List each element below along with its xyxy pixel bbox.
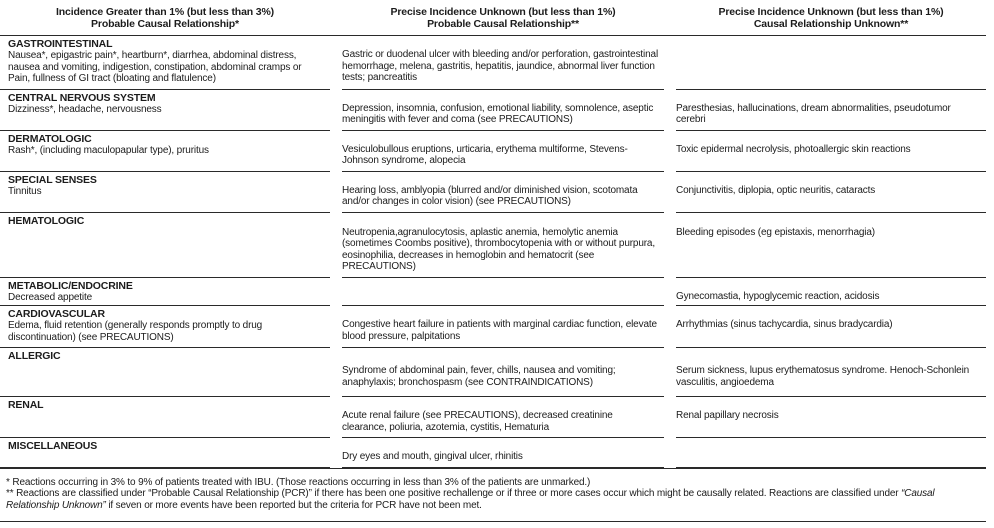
footnote-single-asterisk: * Reactions occurring in 3% to 9% of patients treated with IBU. (Those reactions occurring in less than 3% of the patients are unmarked.)	[6, 476, 591, 488]
cell-col3	[676, 306, 986, 348]
cell-col2	[342, 90, 664, 131]
category-label: GASTROINTESTINAL	[8, 38, 113, 50]
category-label: MISCELLANEOUS	[8, 440, 98, 452]
cell-col2	[342, 438, 664, 468]
category-label: HEMATOLOGIC	[8, 214, 85, 227]
category-label: RENAL	[8, 399, 44, 411]
cell-col3	[676, 172, 986, 213]
cell-col2	[342, 36, 664, 90]
table-row-metabolic-endocrine	[0, 278, 986, 307]
cell-text: Nausea*, epigastric pain*, heartburn*, diarrhea, abdominal distress, nausea and vomiting, indigestion, constipation, abdominal cramps or Pain, fullness of GI tract (bloating and flatulence)	[8, 50, 302, 84]
cell-col2	[342, 131, 664, 172]
cell-col3	[676, 36, 986, 90]
cell-text: Gastric or duodenal ulcer with bleeding and/or perforation, gastrointestinal hemorrhage, melena, gastritis, hepatitis, jaundice, abnormal liver function tests; pancreatitis	[342, 49, 659, 83]
cell-col2	[342, 172, 664, 213]
table-row-gastrointestinal	[0, 36, 986, 90]
cell-text: Dry eyes and mouth, gingival ulcer, rhinitis	[342, 451, 523, 462]
cell-col2	[342, 397, 664, 438]
cell-text	[676, 439, 980, 451]
cell-text	[676, 37, 980, 49]
column-header-line1: Precise Incidence Unknown (but less than 1%)	[390, 6, 616, 18]
cell-col1	[0, 131, 330, 172]
table-row-special-senses	[0, 172, 986, 213]
cell-text: Rash*, (including maculopapular type), pruritus	[8, 144, 209, 156]
column-header-unknown-pcr	[342, 6, 664, 30]
cell-text: Gynecomastia, hypoglycemic reaction, acidosis	[676, 290, 880, 302]
footnote-italic-phrase: “Causal Relationship Unknown”	[6, 488, 935, 512]
cell-col3	[676, 348, 986, 397]
column-header-line2: Causal Relationship Unknown**	[753, 18, 909, 30]
cell-text: Renal papillary necrosis	[676, 410, 779, 421]
column-header-line1: Incidence Greater than 1% (but less than 3%)	[55, 6, 275, 18]
category-label: METABOLIC/ENDOCRINE	[8, 279, 133, 292]
cell-text: Vesiculobullous eruptions, urticaria, erythema multiforme, Stevens-Johnson syndrome, alopecia	[342, 143, 628, 166]
cell-text: Dizziness*, headache, nervousness	[8, 103, 162, 115]
cell-col1	[0, 348, 330, 397]
cell-col2	[342, 278, 664, 307]
table-row-central-nervous-system	[0, 90, 986, 131]
cell-text: Congestive heart failure in patients with marginal cardiac function, elevate blood pressure, palpitations	[342, 319, 657, 342]
cell-col1	[0, 438, 330, 468]
category-label: CENTRAL NERVOUS SYSTEM	[8, 91, 156, 104]
cell-col2	[342, 213, 664, 278]
column-header-line1: Precise Incidence Unknown (but less than 1%)	[718, 6, 944, 18]
column-header-unknown-relationship	[676, 6, 986, 30]
footnotes-block	[0, 468, 986, 522]
footnote-tail: if seven or more events have been reported but the criteria for PCR have not been met.	[105, 500, 482, 512]
table-row-dermatologic	[0, 131, 986, 172]
column-header-line2: Probable Causal Relationship*	[91, 18, 239, 30]
cell-text: Edema, fluid retention (generally responds promptly to drug discontinuation) (see PRECAUTIONS)	[8, 320, 263, 343]
column-header-incidence-gt1	[0, 6, 330, 30]
footnote-double-asterisk	[6, 488, 982, 512]
cell-text: Depression, insomnia, confusion, emotional liability, somnolence, aseptic meningitis with fever and coma (see PRECAUTIONS)	[342, 102, 654, 125]
cell-text: Tinnitus	[8, 185, 42, 197]
column-header-line2: Probable Causal Relationship**	[427, 18, 579, 30]
cell-col1	[0, 213, 330, 278]
cell-col3	[676, 90, 986, 131]
category-label: CARDIOVASCULAR	[8, 308, 105, 320]
cell-text: Serum sickness, lupus erythematosus syndrome. Henoch-Schonlein vasculitis, angioedema	[676, 365, 970, 388]
cell-text: Arrhythmias (sinus tachycardia, sinus bradycardia)	[676, 319, 893, 330]
table-header	[0, 0, 986, 36]
table-row-hematologic	[0, 213, 986, 278]
cell-text: Syndrome of abdominal pain, fever, chills, nausea and vomiting; anaphylaxis; bronchospasm (see CONTRAINDICATIONS)	[342, 365, 616, 388]
cell-text: Neutropenia,agranulocytosis, aplastic anemia, hemolytic anemia (sometimes Coombs positive), thrombocytopenia with or without purpura, eosinophilia, decreases in hemoglobin and hematocrit (see PRECAUTIONS)	[342, 226, 655, 272]
cell-text: Conjunctivitis, diplopia, optic neuritis, cataracts	[676, 184, 876, 196]
table-row-miscellaneous	[0, 438, 986, 468]
cell-text: Hearing loss, amblyopia (blurred and/or diminished vision, scotomata and/or changes in color vision) (see PRECAUTIONS)	[342, 184, 638, 207]
table-row-cardiovascular	[0, 306, 986, 348]
category-label: DERMATOLOGIC	[8, 132, 92, 145]
cell-text: Bleeding episodes (eg epistaxis, menorrhagia)	[676, 226, 875, 238]
cell-col1	[0, 90, 330, 131]
table-row-renal	[0, 397, 986, 438]
category-label: ALLERGIC	[8, 350, 61, 362]
cell-text	[342, 279, 658, 291]
cell-text: Acute renal failure (see PRECAUTIONS), decreased creatinine clearance, poliuria, azotemia, cystitis, Hematuria	[342, 410, 613, 433]
cell-col1	[0, 397, 330, 438]
cell-col1	[0, 36, 330, 90]
cell-col1	[0, 306, 330, 348]
cell-col3	[676, 278, 986, 307]
cell-text: Toxic epidermal necrolysis, photoallergic skin reactions	[676, 143, 911, 155]
cell-text: Paresthesias, hallucinations, dream abnormalities, pseudotumor cerebri	[676, 102, 951, 125]
footnote-lead: ** Reactions are classified under “Probable Causal Relationship (PCR)” if there has been one positive rechallenge or if three or more cases occur which might be causally related. Reactions are classified under	[6, 488, 902, 500]
cell-col3	[676, 131, 986, 172]
category-label: SPECIAL SENSES	[8, 173, 97, 186]
cell-col1	[0, 278, 330, 307]
cell-col3	[676, 213, 986, 278]
cell-col2	[342, 306, 664, 348]
cell-col3	[676, 397, 986, 438]
table-row-allergic	[0, 348, 986, 397]
cell-col2	[342, 348, 664, 397]
cell-col3	[676, 438, 986, 468]
cell-col1	[0, 172, 330, 213]
cell-text: Decreased appetite	[8, 291, 93, 303]
